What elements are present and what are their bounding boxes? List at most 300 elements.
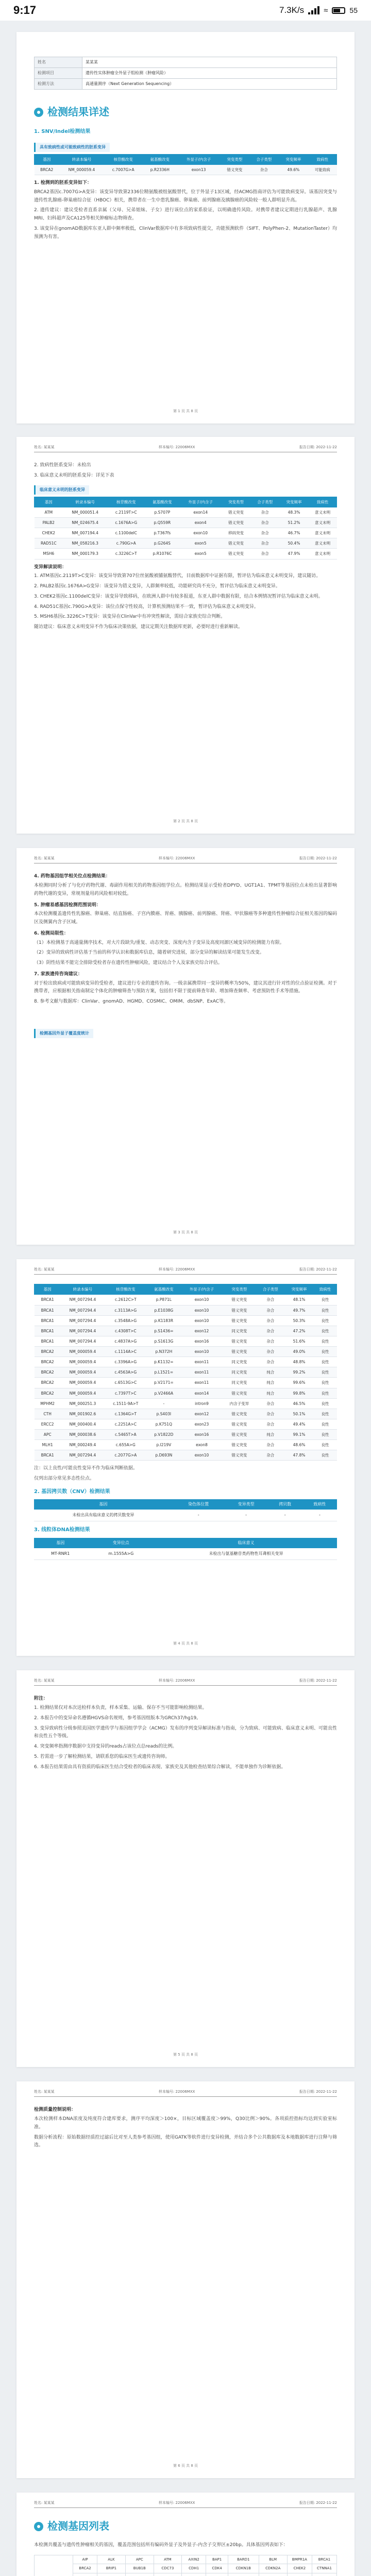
table-cell: ATM (35, 507, 63, 517)
table-cell: 杂合 (250, 538, 279, 549)
table-cell: 杂合 (256, 1315, 285, 1326)
table-cell: MPHM2 (35, 1398, 61, 1409)
table-cell: p.N372H (147, 1347, 181, 1357)
table-cell: exon10 (181, 1295, 223, 1305)
table-cell: NM_000038.6 (61, 1430, 105, 1440)
table-cell: 良性 (313, 1347, 336, 1357)
table-cell: c.1114A>C (105, 1347, 147, 1357)
report-page-7 (16, 2493, 355, 2576)
table-row: BRCA2 NM_000059.4 c.7007G>A p.R2336H exon13 错义突变 杂合 49.6% 可能致病 (35, 164, 337, 175)
paragraph: 2. 致病性胚系变异：未检出 (34, 463, 91, 468)
table-cell: 良性 (313, 1336, 336, 1346)
table-row (35, 1378, 337, 1388)
table-row (35, 1409, 337, 1419)
table-row (35, 1357, 337, 1367)
paragraph: 随访建议：临床意义未明变异不作为临床决策依据，建议定期关注数据库更新，必要时进行重新解读。 (34, 624, 243, 630)
table-cell: p.S1436= (147, 1326, 181, 1336)
table-cell: c.1511-9A>T (105, 1398, 147, 1409)
status-icons (279, 5, 358, 15)
table-cell: 良性 (313, 1398, 336, 1409)
table-cell: NM_007294.4 (61, 1315, 105, 1326)
table-cell: exon8 (181, 1440, 223, 1450)
table-cell: 内含子变异 (223, 1398, 256, 1409)
table-cell: BRCA1 (35, 1450, 61, 1461)
page-number: 第 5 页 共 8 页 (173, 2052, 198, 2057)
table-cell: exon14 (179, 507, 222, 517)
table-caption: 具有致病性或可能致病性的胚系变异 (34, 143, 110, 152)
paragraph: 2. 本报告中的变异命名遵循HGVS命名规则，参考基因组版本为GRCh37/hg19。 (34, 1715, 201, 1721)
table-cell: exon23 (181, 1419, 223, 1429)
table-cell: 错义突变 (223, 1295, 256, 1305)
table-row (35, 1305, 337, 1315)
table-cell: NM_000249.4 (61, 1440, 105, 1450)
table-cell: 杂合 (256, 1357, 285, 1367)
network-speed: 7.3K/s (279, 5, 305, 15)
gene-cell: CDKN2A (259, 2564, 287, 2573)
table-cell: 良性 (313, 1450, 336, 1461)
paragraph: 本检测同时分析了与化疗药物代谢、毒副作用相关的药物基因组学位点。检测结果显示受检者DPYD、UGT1A1、TPMT等基因位点未检出显著影响药物代谢的变异，常规剂量用药风险相对较低。 (34, 883, 337, 896)
paragraph: 2. PALB2基因c.1676A>G变异：该变异为错义变异，人群频率较低，功能研究尚不充分，暂评估为临床意义未明变异。 (34, 584, 280, 589)
table-cell: c.3113A>G (105, 1305, 147, 1315)
table-caption: 临床意义未明的胚系变异 (34, 485, 89, 495)
table-row (35, 1388, 337, 1398)
paragraph: （2）变异的致病性评估基于当前的科学认识和数据库信息，随着研究进展，部分变异的解读结果可能发生改变。 (34, 950, 264, 956)
paragraph: 3. 变异致病性分级参照美国医学遗传学与基因组学学会（ACMG）发布的序列变异解读标准与指南，分为致病、可能致病、临床意义未明、可能良性和良性五个等级。 (34, 1725, 337, 1739)
table-cell: c.4837A>G (105, 1336, 147, 1346)
table-cell: 良性 (313, 1357, 336, 1367)
table-row (35, 528, 337, 538)
section-dot-icon (34, 108, 43, 117)
page-number: 第 2 页 共 8 页 (173, 819, 198, 823)
paragraph: 4. 药物基因组学相关位点检测结果： (34, 874, 110, 879)
table-row (35, 2564, 337, 2573)
table-cell: p.Q559R (145, 518, 179, 528)
benign-variant-table: 基因 转录本编号 核苷酸改变 氨基酸改变 外显子/内含子 突变类型 合子类型 突变频率 致病性 BRCA1 NM_007294.4 c.2612C>T p.P871L exon10 错义突变 杂合 48.1% 良性 BRCA1 NM_007294.4 c.3113A>G p.E1038G exon10 错义突变 杂合 49.7% 良性 BRCA1 NM_007294.4 c.3548A>G p.K1183R exon10 错义突变 杂合 50.3% 良性 BRCA1 NM_007294.4 c.4308T>C p.S1436= exon12 同义突变 杂合 47.2% 良性 BRCA1 NM_007294.4 c.4837A>G p.S1613G exon16 错义突变 杂合 51.6% 良性 BRCA2 NM_000059.4 c.1114A>C p.N372H exon10 错义突变 杂合 49.0% 良性 BRCA2 NM_000059.4 c.3396A>G p.K1132= exon11 同义突变 杂合 48.8% 良性 BRCA2 NM_000059.4 c.4563A>G p.L1521= exon11 同义突变 纯合 99.2% 良性 BRCA2 NM_000059.4 c.6513G>C p.V2171= exon11 同义突变 纯合 99.6% 良性 BRCA2 NM_000059.4 c.7397T>C p.V2466A exon14 错义突变 纯合 99.8% 良性 MPHM2 NM_000251.3 c.1511-9A>T - intron9 内含子变异 杂合 46.5% 良性 CTH NM_001902.6 c.1364G>T p.S403I exon12 错义突变 杂合 50.1% 良性 ERCC2 NM_000400.4 c.2251A>C p.K751Q exon23 错义突变 杂合 49.4% 良性 APC NM_000038.6 c.5465T>A p.V1822D exon16 错义突变 纯合 99.1% 良性 MLH1 NM_000249.4 c.655A>G p.I219V exon8 错义突变 杂合 48.6% 良性 BRCA1 NM_007294.4 c.2077G>A p.D693N exon10 错义突变 杂合 47.8% 良性 (34, 1284, 337, 1461)
table-row (35, 507, 337, 517)
table-cell: 错义突变 (223, 1430, 256, 1440)
paragraph: 本次检测覆盖遗传性乳腺癌、卵巢癌、结直肠癌、子宫内膜癌、胃癌、胰腺癌、前列腺癌、肾癌、甲状腺癌等多种遗传性肿瘤综合征相关基因的编码区及侧翼内含子区域。 (34, 911, 337, 925)
page-number: 第 6 页 共 8 页 (173, 2463, 198, 2468)
table-cell: 良性 (313, 1295, 336, 1305)
gene-cell (154, 2573, 181, 2576)
table-cell: p.G264S (145, 538, 179, 549)
gene-cell (206, 2573, 228, 2576)
table-cell: 杂合 (256, 1347, 285, 1357)
paragraph: 4. 突变频率指测序数据中支持变异的reads占该位点总reads的比例。 (34, 1744, 177, 1749)
gene-cell: BLM (259, 2555, 287, 2564)
table-cell: NM_000059.4 (61, 1357, 105, 1367)
table-row (35, 1430, 337, 1440)
table-cell: 意义未明 (309, 518, 337, 528)
table-cell: p.I219V (147, 1440, 181, 1450)
table-cell: 47.2% (285, 1326, 314, 1336)
table-row (35, 538, 337, 549)
table-cell: 杂合 (256, 1305, 285, 1315)
paragraph: 6. 本报告结果需由具有资质的临床医生结合受检者的临床表现、家族史及其他检查结果综合解读，不能单独作为诊断依据。 (34, 1764, 286, 1770)
table-cell: BRCA2 (35, 1347, 61, 1357)
table-row (35, 1450, 337, 1461)
table-cell: exon16 (181, 1336, 223, 1346)
table-cell: 错义突变 (223, 1450, 256, 1461)
gene-cell: AXIN2 (182, 2555, 206, 2564)
table-cell: 50.4% (279, 538, 308, 549)
paragraph: 2. 遗传建议：建议受检者直系亲属（父母、兄弟姐妹、子女）进行该位点的家系验证，以明确遗传风险。对携带者建议定期进行乳腺超声、乳腺MRI、妇科超声及CA125等相关肿瘤标志物筛查。 (34, 208, 337, 221)
table-cell: c.2251A>C (105, 1419, 147, 1429)
table-cell: 48.8% (285, 1357, 314, 1367)
paragraph: 5. 肿瘤易感基因检测范围说明： (34, 902, 101, 908)
gene-cell: CTNNA1 (312, 2564, 336, 2573)
page-header: 姓名: 某某某 样本编号: 22006MXX 报告日期: 2022-11-22 (34, 1670, 337, 1686)
table-row (35, 1315, 337, 1326)
paragraph: 4. RAD51C基因c.790G>A变异：该位点保守性较高，计算机预测结果不一致，暂评估为临床意义未明变异。 (34, 604, 259, 609)
table-cell: 错义突变 (222, 538, 250, 549)
gene-cell: BARD1 (228, 2555, 259, 2564)
table-cell: BRCA2 (35, 1378, 61, 1388)
table-cell: NM_024675.4 (63, 518, 107, 528)
paragraph: 5. MSH6基因c.3226C>T变异：该变异在ClinVar中有冲突性解读，需结合家族史综合判断。 (34, 614, 226, 620)
table-cell: p.P871L (147, 1295, 181, 1305)
table-cell: 错义突变 (223, 1409, 256, 1419)
table-cell: exon10 (181, 1450, 223, 1461)
table-cell: NM_007294.4 (61, 1326, 105, 1336)
table-cell: 杂合 (256, 1440, 285, 1450)
gene-group-label (35, 2555, 73, 2576)
table-cell: 良性 (313, 1419, 336, 1429)
table-cell: MSH6 (35, 549, 63, 559)
paragraph: 8. 参考文献与数据库：ClinVar、gnomAD、HGMD、COSMIC、OMIM、dbSNP、ExAC等。 (34, 999, 228, 1004)
gene-cell: CDH1 (182, 2564, 206, 2573)
table-row: MT-RNR1 m.1555A>G 未检出与氨基糖苷类药物性耳聋相关变异 (34, 1548, 337, 1560)
status-bar (0, 0, 371, 21)
battery-level: 55 (349, 6, 358, 14)
table-cell: p.S707P (145, 507, 179, 517)
table-cell: 良性 (313, 1305, 336, 1315)
paragraph: 本检测共覆盖与遗传性肿瘤相关的基因，覆盖范围包括所有编码外显子及外显子-内含子交界区±20bp。具体基因列表如下： (34, 2543, 288, 2548)
table-cell: NM_000251.3 (61, 1398, 105, 1409)
table-cell: 良性 (313, 1430, 336, 1440)
table-cell: p.V2171= (147, 1378, 181, 1388)
table-cell: 良性 (313, 1378, 336, 1388)
page-number: 第 4 页 共 8 页 (173, 1641, 198, 1646)
table-cell: exon14 (181, 1388, 223, 1398)
paragraph: BRCA2基因c.7007G>A变异：该变异导致第2336位精氨酸被组氨酸替代，位于外显子13区域，经ACMG指南评估为可能致病变异。该基因突变与遗传性乳腺癌-卵巢癌综合征（HBOC）相关，携带者在一生中患乳腺癌、卵巢癌、前列腺癌及胰腺癌的风险较一般人群明显升高。 (34, 189, 337, 203)
gene-cell (125, 2573, 154, 2576)
table-cell: BRCA1 (35, 1295, 61, 1305)
table-cell: 错义突变 (223, 1419, 256, 1429)
table-cell: p.K1183R (147, 1315, 181, 1326)
paragraph: 6. 检测局限性： (34, 930, 69, 936)
table-cell: c.4563A>G (105, 1367, 147, 1378)
table-cell: c.3396A>G (105, 1357, 147, 1367)
table-cell: 同义突变 (223, 1378, 256, 1388)
table-cell: 杂合 (250, 528, 279, 538)
table-cell: p.K751Q (147, 1419, 181, 1429)
page-number: 第 1 页 共 8 页 (173, 409, 198, 413)
gene-cell: CHEK2 (287, 2564, 312, 2573)
table-row (35, 2555, 337, 2564)
table-cell: 错义突变 (223, 1305, 256, 1315)
table-row (35, 1367, 337, 1378)
signal-icon (308, 6, 319, 14)
table-cell: c.1364G>T (105, 1409, 147, 1419)
table-cell: 46.5% (285, 1398, 314, 1409)
sub-title: 3. 线粒体DNA检测结果 (34, 1527, 90, 1533)
sub-title: 1. SNV/Indel检测结果 (34, 129, 91, 135)
report-page-2 (16, 437, 355, 834)
table-cell: 49.0% (285, 1347, 314, 1357)
gene-cell: BUB1B (125, 2564, 154, 2573)
table-cell: exon16 (181, 1430, 223, 1440)
cnv-table: 基因 染色体位置 变异类型 拷贝数 致病性 未检出具有临床意义的拷贝数变异 - - - - (34, 1499, 337, 1521)
table-cell: exon4 (179, 518, 222, 528)
table-row (35, 518, 337, 528)
table-row (35, 1398, 337, 1409)
table-cell: 杂合 (256, 1450, 285, 1461)
table-cell: RAD51C (35, 538, 63, 549)
variant-table: 基因 转录本编号 核苷酸改变 氨基酸改变 外显子/内含子 突变类型 合子类型 突变频率 致病性 BRCA2 NM_000059.4 c.7007G>A p.R2336H exon13 错义突变 杂合 49.6% 可能致病 (34, 154, 337, 175)
table-cell: 意义未明 (309, 549, 337, 559)
table-cell: exon10 (181, 1315, 223, 1326)
table-row: 未检出具有临床意义的拷贝数变异 - - - - (34, 1510, 337, 1521)
page-header: 姓名: 某某某 样本编号: 22006MXX 报告日期: 2022-11-22 (34, 1259, 337, 1275)
table-cell: NM_000400.4 (61, 1419, 105, 1429)
table-cell: NM_001902.6 (61, 1409, 105, 1419)
table-cell: 杂合 (250, 518, 279, 528)
table-cell: p.K1132= (147, 1357, 181, 1367)
table-cell: c.3226C>T (107, 549, 145, 559)
page-header: 姓名: 某某某 样本编号: 22006MXX 报告日期: 2022-11-22 (34, 2081, 337, 2097)
table-cell: 杂合 (256, 1409, 285, 1419)
table-cell: c.3548A>G (105, 1315, 147, 1326)
table-cell: NM_000059.4 (61, 1347, 105, 1357)
table-cell: 错义突变 (222, 518, 250, 528)
table-cell: 99.2% (285, 1367, 314, 1378)
section-title: 检测结果详述 (34, 103, 337, 121)
table-cell: 99.6% (285, 1378, 314, 1388)
table-cell: 同义突变 (223, 1357, 256, 1367)
gene-cell: ATM (154, 2555, 181, 2564)
table-cell: 49.7% (285, 1305, 314, 1315)
table-cell: p.T367fs (145, 528, 179, 538)
gene-cell: AIP (73, 2555, 97, 2564)
table-cell: 杂合 (256, 1326, 285, 1336)
table-cell: NM_007294.4 (61, 1336, 105, 1346)
table-cell: BRCA1 (35, 1305, 61, 1315)
table-cell: exon11 (181, 1378, 223, 1388)
vus-table: 基因 转录本编号 核苷酸改变 氨基酸改变 外显子/内含子 突变类型 合子类型 突变频率 致病性 ATM NM_000051.4 c.2119T>C p.S707P exon14 错义突变 杂合 48.3% 意义未明 PALB2 NM_024675.4 c.1676A>G p.Q559R exon4 错义突变 杂合 51.2% 意义未明 CHEK2 NM_007194.4 c.1100delC p.T367fs exon10 移码突变 杂合 46.7% 意义未明 RAD51C NM_058216.3 c.790G>A p.G264S exon5 错义突变 杂合 50.4% 意义未明 MSH6 NM_000179.3 c.3226C>T p.R1076C exon5 错义突变 杂合 47.9% 意义未明 (34, 497, 337, 560)
table-cell: c.1676A>G (107, 518, 145, 528)
report-page-6 (16, 2081, 355, 2478)
table-row (35, 1347, 337, 1357)
table-cell: NM_007294.4 (61, 1295, 105, 1305)
table-cell: 杂合 (250, 549, 279, 559)
table-cell: c.790G>A (107, 538, 145, 549)
table-cell: 良性 (313, 1315, 336, 1326)
table-row (35, 2573, 337, 2576)
table-cell: intron9 (181, 1398, 223, 1409)
table-cell: MLH1 (35, 1440, 61, 1450)
paragraph: 5. 若需进一步了解检测结果，请联系您的临床医生或遗传咨询师。 (34, 1754, 170, 1759)
paragraph: 3. 临床意义未明的胚系变异：详见下表 (34, 473, 114, 478)
table-cell: - (147, 1398, 181, 1409)
table-cell: NM_007194.4 (63, 528, 107, 538)
report-page-3 (16, 848, 355, 1245)
page-number: 第 3 页 共 8 页 (173, 1230, 198, 1234)
table-cell: 49.4% (285, 1419, 314, 1429)
table-cell: APC (35, 1430, 61, 1440)
table-cell: 纯合 (256, 1378, 285, 1388)
table-cell: 错义突变 (222, 507, 250, 517)
table-cell: c.655A>G (105, 1440, 147, 1450)
page-header: 姓名: 某某某 样本编号: 22006MXX 报告日期: 2022-11-22 (34, 437, 337, 452)
table-cell: c.6513G>C (105, 1378, 147, 1388)
gene-cell: CDC73 (154, 2564, 181, 2573)
table-cell: 错义突变 (222, 549, 250, 559)
table-cell: 意义未明 (309, 538, 337, 549)
table-cell: c.7397T>C (105, 1388, 147, 1398)
table-cell: exon12 (181, 1326, 223, 1336)
section-title: 检测基因列表 (34, 2517, 337, 2535)
table-cell: CHEK2 (35, 528, 63, 538)
table-row (35, 1295, 337, 1305)
status-time: 9:17 (13, 4, 37, 16)
note: 仅列出部分常见多态性位点。 (34, 1476, 95, 1482)
table-cell: exon10 (181, 1305, 223, 1315)
table-cell: BRCA1 (35, 1315, 61, 1326)
table-cell: NM_000059.4 (61, 1367, 105, 1378)
table-cell: 意义未明 (309, 528, 337, 538)
paragraph: （3）阴性结果不能完全排除受检者存在遗传性肿瘤风险，建议结合个人及家族史综合评估。 (34, 960, 223, 965)
table-cell: 48.1% (285, 1295, 314, 1305)
page-header: 姓名: 某某某 样本编号: 22006MXX 报告日期: 2022-11-22 (34, 2493, 337, 2508)
table-cell: c.2612C>T (105, 1295, 147, 1305)
table-cell: exon12 (181, 1409, 223, 1419)
table-cell: 47.9% (279, 549, 308, 559)
table-cell: 意义未明 (309, 507, 337, 517)
table-cell: BRCA1 (35, 1336, 61, 1346)
table-cell: NM_007294.4 (61, 1305, 105, 1315)
table-cell: NM_058216.3 (63, 538, 107, 549)
table-cell: 良性 (313, 1326, 336, 1336)
table-cell: 99.1% (285, 1430, 314, 1440)
report-page-4 (16, 1259, 355, 1656)
battery-icon (332, 7, 345, 14)
table-cell: p.L1521= (147, 1367, 181, 1378)
table-cell: NM_000179.3 (63, 549, 107, 559)
paragraph: 1. 检测结果仅对本次送检样本负责，样本采集、运输、保存不当可能影响检测结果。 (34, 1705, 207, 1710)
section-dot-icon (34, 2522, 43, 2531)
table-cell: BRCA2 (35, 1388, 61, 1398)
table-cell: exon10 (181, 1347, 223, 1357)
table-cell: BRCA2 (35, 1357, 61, 1367)
gene-cell: CDK4 (206, 2564, 228, 2573)
paragraph: 附注： (34, 1696, 48, 1702)
gene-cell: APC (125, 2555, 154, 2564)
table-caption: 检测基因外显子覆盖度统计 (34, 1029, 93, 1038)
paragraph: 1. ATM基因c.2119T>C变异：该变异导致第707位丝氨酸被脯氨酸替代，目前数据库中证据有限，暂评估为临床意义未明变异，建议随访。 (34, 573, 321, 579)
gene-cell (228, 2573, 259, 2576)
gene-cell: BRIP1 (97, 2564, 126, 2573)
table-cell: 同义突变 (223, 1367, 256, 1378)
table-cell: p.S1613G (147, 1336, 181, 1346)
sub-title: 2. 基因拷贝数（CNV）检测结果 (34, 1488, 110, 1495)
table-cell: 杂合 (256, 1336, 285, 1346)
gene-cell (97, 2573, 126, 2576)
table-row (35, 1326, 337, 1336)
table-cell: 错义突变 (223, 1388, 256, 1398)
table-cell: 48.6% (285, 1440, 314, 1450)
table-row (35, 1440, 337, 1450)
table-row (35, 1336, 337, 1346)
table-cell: 错义突变 (223, 1440, 256, 1450)
paragraph: 数据分析流程：原始数据经质控过滤后比对至人类参考基因组，使用GATK等软件进行变异检测，并结合多个公共数据库及本地数据库进行注释与筛选。 (34, 2134, 337, 2148)
table-cell: ERCC2 (35, 1419, 61, 1429)
table-cell: exon10 (179, 528, 222, 538)
paragraph: 3. CHEK2基因c.1100delC变异：该变异导致移码，在欧洲人群中有较多报道，东亚人群中数据有限，结合本例情况暂评估为临床意义未明。 (34, 594, 323, 599)
gene-cell (287, 2573, 312, 2576)
table-cell: 纯合 (256, 1388, 285, 1398)
paragraph: 变异解读说明： (34, 564, 67, 570)
gene-cell: BRCA2 (73, 2564, 97, 2573)
table-cell: 48.3% (279, 507, 308, 517)
table-cell: c.4308T>C (105, 1326, 147, 1336)
table-cell: 纯合 (256, 1367, 285, 1378)
table-cell: 同义突变 (223, 1326, 256, 1336)
table-cell: 46.7% (279, 528, 308, 538)
paragraph: 检测质量控制说明： (34, 2107, 76, 2113)
info-table: 姓名 某某某 检测项目 遗传性实体肿瘤全外显子组检测（肿瘤风险） 检测方法 高通量测序（Next Generation Sequencing） (34, 57, 337, 90)
table-cell: 错义突变 (223, 1347, 256, 1357)
table-cell: p.V2466A (147, 1388, 181, 1398)
table-cell: 杂合 (256, 1398, 285, 1409)
table-cell: BRCA1 (35, 1326, 61, 1336)
table-cell: 移码突变 (222, 528, 250, 538)
wifi-icon: ≈ (324, 6, 328, 15)
table-cell: NM_000051.4 (63, 507, 107, 517)
table-row (35, 549, 337, 559)
table-cell: c.5465T>A (105, 1430, 147, 1440)
table-cell: 杂合 (250, 507, 279, 517)
table-cell: p.S403I (147, 1409, 181, 1419)
table-cell: 杂合 (256, 1295, 285, 1305)
paragraph: 1. 检测到的胚系变异如下： (34, 180, 92, 185)
paragraph: 本次检测样本DNA浓度及纯度符合建库要求，测序平均深度＞100×，目标区域覆盖度＞99%，Q30比例＞90%。各项质控指标均达到实验室标准。 (34, 2116, 337, 2130)
table-cell: NM_000059.4 (61, 1378, 105, 1388)
page-header: 姓名: 某某某 样本编号: 22006MXX 报告日期: 2022-11-22 (34, 848, 337, 863)
gene-cell: ALK (97, 2555, 126, 2564)
table-cell: exon11 (181, 1367, 223, 1378)
gene-cell: BRCA1 (312, 2555, 336, 2564)
table-cell: 良性 (313, 1388, 336, 1398)
gene-cell: BAP1 (206, 2555, 228, 2564)
table-cell: 99.8% (285, 1388, 314, 1398)
table-cell: 47.8% (285, 1450, 314, 1461)
table-cell: p.R1076C (145, 549, 179, 559)
table-cell: BRCA2 (35, 1367, 61, 1378)
table-cell: 错义突变 (223, 1315, 256, 1326)
paragraph: （1）本检测基于高通量测序技术，对大片段缺失/重复、动态突变、深度内含子变异及高度同源区域变异的检测能力有限。 (34, 940, 284, 945)
mt-table: 基因 变异位点 临床意义 MT-RNR1 m.1555A>G 未检出与氨基糖苷类药物性耳聋相关变异 (34, 1538, 337, 1560)
gene-cell: CDKN1B (228, 2564, 259, 2573)
paragraph: 7. 家族遗传咨询建议： (34, 971, 82, 977)
gene-cell (182, 2573, 206, 2576)
table-row (35, 1419, 337, 1429)
table-cell: c.1100delC (107, 528, 145, 538)
table-cell: 50.3% (285, 1315, 314, 1326)
table-cell: p.V1822D (147, 1430, 181, 1440)
table-cell: p.E1038G (147, 1305, 181, 1315)
table-cell: 良性 (313, 1409, 336, 1419)
